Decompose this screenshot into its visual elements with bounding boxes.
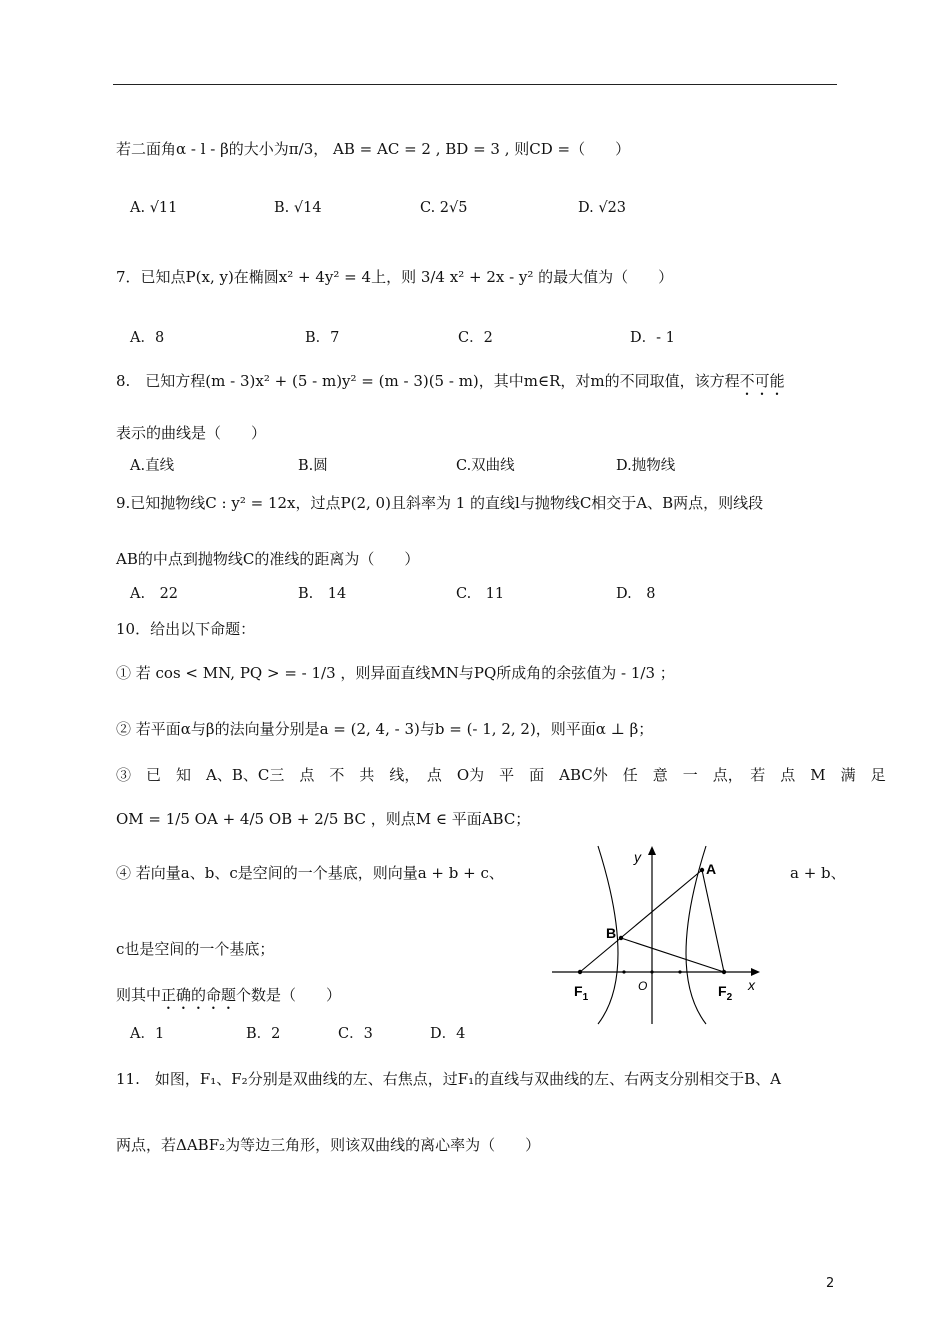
label-f2-letter: F [718,983,727,999]
label-y: y [634,849,641,865]
q10-prop-4-line1: ④ 若向量a、b、c是空间的一个基底，则向量a + b + c、 [116,864,504,882]
q9-option-a: A. 22 [130,586,179,602]
label-x: x [748,977,755,993]
q8-option-b: B.圆 [298,458,328,474]
label-f1 [574,983,589,1003]
q7-option-c: C．2 [458,330,493,346]
q10-title: 10．给出以下命题： [116,620,256,638]
hyperbola-figure [548,840,770,1028]
q10-prop-4-line2: c也是空间的一个基底； [116,940,275,958]
q10-option-b: B．2 [246,1026,281,1042]
label-f1-letter: F [574,983,583,999]
q6-stem: 若二面角α - l - β的大小为π/3， AB = AC = 2 , BD = 3 , 则CD =（ ） [116,140,631,158]
q10-conclusion-emphasis: 正确的命题 [161,986,237,1004]
line-f1-a [580,870,702,972]
point-marker-1 [622,970,625,973]
q11-stem-line1: 11. 如图，F₁、F₂分别是双曲线的左、右焦点，过F₁的直线与双曲线的左、右两支分别相交于B、A [116,1070,781,1088]
page-number: 2 [826,1276,835,1291]
point-f2 [722,970,726,974]
point-b [619,936,623,940]
q8-stem-line1 [116,370,785,399]
q9-option-d: D. 8 [616,586,656,602]
line-a-f2 [702,870,724,972]
q9-stem-line2: AB的中点到抛物线C的准线的距离为（ ） [116,550,420,568]
y-axis-arrow-icon [648,846,656,855]
q10-option-c: C．3 [338,1026,373,1042]
q10-conclusion-post: 个数是（ ） [236,986,342,1004]
q7-stem: 7．已知点P(x, y)在椭圆x² + 4y² = 4上，则 3/4 x² + 2x - y² 的最大值为（ ） [116,268,674,286]
q8-stem-line2: 表示的曲线是（ ） [116,424,267,442]
q9-option-b: B. 14 [298,586,347,602]
q10-prop-3-line2: OM = 1/5 OA + 4/5 OB + 2/5 BC ，则点M ∈ 平面ABC； [116,810,531,828]
q10-prop-3-line1: ③ 已 知 A、B、C三 点 不 共 线， 点 O为 平 面 ABC外 任 意 一 点， 若 点 M 满 足 [116,766,886,784]
label-f2-sub: 2 [726,992,733,1003]
q8-stem-a: 8. 已知方程(m - 3)x² + (5 - m)y² = (m - 3)(5 - m)，其中m∈R，对m的不同取值，该方程 [116,372,740,390]
q6-option-b: B. √14 [274,200,322,216]
point-f1 [578,970,582,974]
point-origin [650,970,653,973]
header-rule [113,84,837,85]
line-b-f2 [621,938,724,972]
label-a: A [706,861,717,877]
q10-prop-1: ① 若 cos < MN, PQ > = - 1/3 ，则异面直线MN与PQ所成角的余弦值为 - 1/3 ； [116,664,675,682]
q7-option-b: B．7 [305,330,340,346]
point-a [700,868,704,872]
q6-option-a: A. √11 [130,200,178,216]
q10-prop-4-right: a + b、 [790,864,846,882]
label-b: B [606,925,617,941]
q8-option-d: D.抛物线 [616,458,676,474]
q10-prop-2: ② 若平面α与β的法向量分别是a = (2, 4, - 3)与b = (- 1, 2, 2)，则平面α ⊥ β； [116,720,654,738]
x-axis-arrow-icon [751,968,760,976]
q8-option-c: C.双曲线 [456,458,515,474]
label-origin: O [638,979,648,993]
label-f2 [718,983,733,1003]
point-marker-2 [678,970,681,973]
q6-option-d: D. √23 [578,200,627,216]
q8-stem-emphasis: 不可能 [739,372,785,390]
q7-option-d: D．- 1 [630,330,675,346]
q10-conclusion-pre: 则其中 [116,986,162,1004]
q10-conclusion [116,984,341,1013]
q7-option-a: A．8 [130,330,165,346]
q9-option-c: C. 11 [456,586,505,602]
q8-option-a: A.直线 [130,458,175,474]
label-f1-sub: 1 [582,992,589,1003]
q6-option-c: C. 2√5 [420,200,468,216]
q10-option-d: D．4 [430,1026,466,1042]
q9-stem-line1: 9.已知抛物线C : y² = 12x，过点P(2, 0)且斜率为 1 的直线l与抛物线C相交于A、B两点，则线段 [116,494,764,512]
q11-stem-line2: 两点，若ΔABF₂为等边三角形，则该双曲线的离心率为（ ） [116,1136,541,1154]
q10-option-a: A．1 [130,1026,165,1042]
